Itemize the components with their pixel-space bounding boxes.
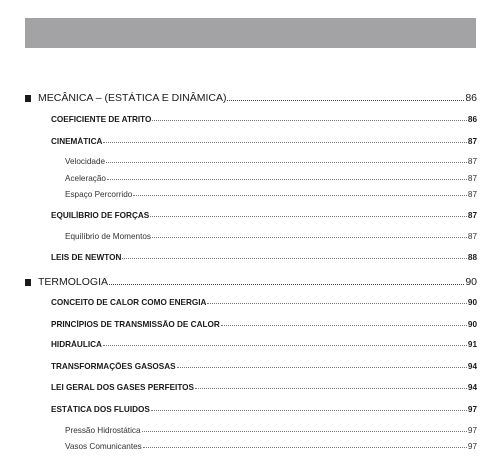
toc-entry-page: 90 — [467, 320, 477, 329]
toc-entry-label: Aceleração — [65, 174, 106, 183]
toc-entry-estatica-dos-fluidos[interactable] — [51, 405, 477, 414]
toc-entry-page: 87 — [467, 232, 477, 241]
dot-leader — [152, 120, 467, 121]
toc-entry-page: 87 — [467, 137, 477, 146]
toc-entry-cinematica[interactable] — [51, 137, 477, 146]
toc-entry-label: EQUILÍBRIO DE FORÇAS — [51, 211, 150, 220]
toc-entry-conceito-de-calor[interactable] — [51, 298, 477, 307]
toc-entry-page: 94 — [467, 362, 477, 371]
toc-entry-page: 86 — [467, 115, 477, 124]
toc-entry-velocidade[interactable] — [65, 157, 477, 166]
toc-entry-page: 90 — [467, 298, 477, 307]
toc-entry-page: 97 — [467, 442, 477, 451]
toc-entry-page: 97 — [467, 405, 477, 414]
toc-entry-label: ESTÁTICA DOS FLUIDOS — [51, 405, 150, 414]
toc-entry-label: Pressão Hidrostática — [65, 426, 141, 435]
toc-entry-label: Equilíbrio de Momentos — [65, 232, 152, 241]
toc-entry-label: Velocidade — [65, 157, 106, 166]
dot-leader — [177, 367, 467, 368]
toc-entry-label: MECÂNICA – (ESTÁTICA E DINÂMICA) — [38, 92, 227, 104]
toc-entry-label: LEIS DE NEWTON — [51, 253, 122, 262]
toc-entry-label: LEI GERAL DOS GASES PERFEITOS — [51, 383, 195, 392]
toc-entry-label: CONCEITO DE CALOR COMO ENERGIA — [51, 298, 207, 307]
toc-entry-espaco-percorrido[interactable] — [65, 190, 477, 199]
toc-entry-page: 90 — [465, 276, 477, 288]
dot-leader — [221, 325, 467, 326]
toc-entry-page: 87 — [467, 157, 477, 166]
dot-leader — [103, 142, 466, 143]
dot-leader — [207, 303, 466, 304]
toc-entry-label: CINEMÁTICA — [51, 137, 103, 146]
toc-entry-label: TERMOLOGIA — [38, 276, 109, 288]
toc-entry-label: HIDRÁULICA — [51, 340, 102, 349]
dot-leader — [150, 216, 467, 217]
toc-entry-termologia[interactable] — [38, 276, 477, 288]
toc-entry-principios-de-transmissao[interactable] — [51, 320, 477, 329]
toc-entry-page: 94 — [467, 383, 477, 392]
dot-leader — [151, 410, 467, 411]
toc-entry-page: 86 — [465, 92, 477, 104]
dot-leader — [122, 258, 467, 259]
toc-entry-page: 87 — [467, 211, 477, 220]
toc-entry-aceleracao[interactable] — [65, 174, 477, 183]
toc-entry-page: 88 — [467, 253, 477, 262]
dot-leader — [106, 162, 467, 163]
dot-leader — [227, 100, 464, 101]
toc-entry-mecanica[interactable] — [38, 92, 477, 104]
dot-leader — [103, 345, 467, 346]
dot-leader — [142, 431, 467, 432]
toc-entry-label: COEFICIENTE DE ATRITO — [51, 115, 152, 124]
dot-leader — [143, 447, 467, 448]
toc-entry-leis-de-newton[interactable] — [51, 253, 477, 262]
toc-entry-equilibrio-de-momentos[interactable] — [65, 232, 477, 241]
section-bullet-mecanica — [25, 95, 31, 102]
toc-entry-label: PRINCÍPIOS DE TRANSMISSÃO DE CALOR — [51, 320, 220, 329]
toc-entry-hidraulica[interactable] — [51, 340, 477, 349]
toc-entry-label: Espaço Percorrido — [65, 190, 133, 199]
toc-entry-label: TRANSFORMAÇÕES GASOSAS — [51, 362, 176, 371]
toc-entry-page: 91 — [467, 340, 477, 349]
toc-entry-pressao-hidrostatica[interactable] — [65, 426, 477, 435]
dot-leader — [133, 195, 467, 196]
toc-entry-page: 97 — [467, 426, 477, 435]
dot-leader — [107, 179, 467, 180]
toc-entry-vasos-comunicantes[interactable] — [65, 442, 477, 451]
toc-entry-page: 87 — [467, 174, 477, 183]
toc-entry-transformacoes-gasosas[interactable] — [51, 362, 477, 371]
dot-leader — [109, 284, 464, 285]
toc-entry-coeficiente-de-atrito[interactable] — [51, 115, 477, 124]
toc-entry-label: Vasos Comunicantes — [65, 442, 142, 451]
toc-entry-lei-geral-dos-gases[interactable] — [51, 383, 477, 392]
dot-leader — [195, 388, 467, 389]
dot-leader — [152, 237, 467, 238]
toc-entry-equilibrio-de-forcas[interactable] — [51, 211, 477, 220]
section-bullet-termologia — [25, 279, 31, 286]
toc-entry-page: 87 — [467, 190, 477, 199]
